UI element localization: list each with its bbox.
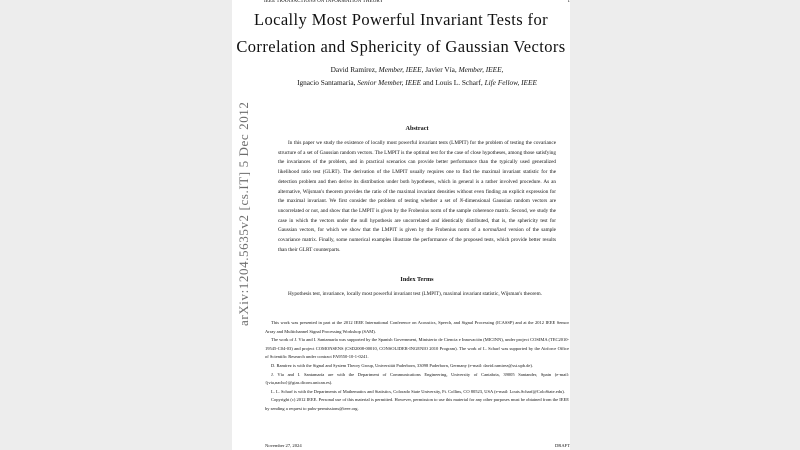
index-terms-heading: Index Terms — [400, 276, 434, 283]
author-role: Member, IEEE, — [378, 65, 424, 74]
footnote: J. Vía and I. Santamaría are with the Department of Communications Engineering, University of Cantabria, 39005 Santander, Spain (e-mail: {jvia,nacho}@gtas.dicom.unican.es). — [265, 371, 569, 386]
footnote: The work of J. Vía and I. Santamaría was supported by the Spanish Government, Ministerio de Ciencia e Innovación (MICINN), under project COSIMA (TEC2010-19545-C04-03) and project COMONSENS (CSD2008-00010, CONSOLIDER-INGENIO 2010 Program). The work of L. Scharf was supported by the Airforce Office of Scientific Research under contract FA9550-10-1-0241. — [265, 337, 569, 360]
footer-date: November 27, 2024 — [265, 443, 302, 448]
footnote: This work was presented in part at the 2012 IEEE International Conference on Acoustics, Speech, and Signal Processing (ICASSP) and at the 2012 IEEE Sensor Array and Multichannel Signal Processing Workshop (SAM). — [265, 320, 569, 334]
author-name: Ignacio Santamaría, — [297, 78, 356, 87]
abstract-heading: Abstract — [405, 125, 429, 132]
author-name: David Ramírez, — [330, 65, 377, 74]
author-role: Member, IEEE, — [458, 65, 504, 74]
paper-title-line-2: Correlation and Sphericity of Gaussian Vectors — [236, 37, 566, 56]
page-number: 1 — [567, 0, 570, 4]
author-name: Javier Vía, — [425, 65, 457, 74]
abstract-text: In this paper we study the existence of locally most powerful invariant tests (LMPIT) for the problem of testing the covariance structure of a set of Gaussian random vectors. The LMPIT is the optimal test for the case of close hypotheses, among those satisfying the invariances of the problem, and in practical scenarios can provide better performance than the typically used generalized likelihood ratio test (GLRT). The derivation of the LMPIT usually requires one to find the maximal invariant statistic for the detection problem and then derive its distribution under both hypotheses, which in general is a rather involved procedure. As an alternative, Wijsman's theorem provides the ratio of the maximal invariant densities without even finding an explicit expression for the maximal invariant. We first consider the problem of testing whether a set of N-dimensional Gaussian random vectors are uncorrelated or not, and show that the LMPIT is given by the Frobenius norm of the sample coherence matrix. Second, we study the case in which the vectors under the null hypothesis are uncorrelated and identically distributed, that is, the sphericity test for Gaussian vectors, for which we show that the LMPIT is given by the Frobenius norm of a normalized version of the sample covariance matrix. Finally, some numerical examples illustrate the performance of the proposed tests, which provide better results than their GLRT counterparts. — [278, 140, 557, 253]
emphasis: and — [431, 217, 440, 224]
paper-title-line-1: Locally Most Powerful Invariant Tests for — [253, 10, 548, 29]
running-header: IEEE TRANSACTIONS ON INFORMATION THEORY — [264, 0, 384, 4]
index-terms-text: Hypothesis test, invariance, locally most powerful invariant test (LMPIT), maximal invariant statistic, Wijsman's theorem. — [288, 291, 542, 297]
emphasis: normalized — [482, 227, 507, 234]
footer-draft: DRAFT — [554, 443, 570, 448]
author-conjunction: and — [422, 78, 434, 87]
footnote: L. L. Scharf is with the Departments of Mathematics and Statistics, Colorado State University, Ft. Collins, CO 80523, USA (e-mail: Louis.Scharf@ColoState.edu). — [271, 388, 565, 394]
footnote: D. Ramírez is with the Signal and System Theory Group, Universität Paderborn, 33098 Paderborn, Germany (e-mail: david.ramirez@sst.upb.de). — [271, 362, 534, 368]
author-line-2 — [232, 78, 570, 87]
author-name: Louis L. Scharf, — [435, 78, 483, 87]
footnotes — [265, 319, 569, 414]
author-line-1 — [232, 65, 570, 74]
author-role: Life Fellow, IEEE — [484, 78, 537, 87]
footnote: Copyright (c) 2012 IEEE. Personal use of this material is permitted. However, permission to use this material for any other purposes must be obtained from the IEEE by sending a request to pubs-permissions@ieee.org. — [265, 397, 569, 411]
math-symbol-n: N — [459, 198, 464, 205]
author-role: Senior Member, IEEE — [357, 78, 422, 87]
arxiv-stamp: arXiv:1204.5635v2 [cs.IT] 5 Dec 2012 — [236, 101, 251, 326]
paper-page — [232, 0, 570, 450]
